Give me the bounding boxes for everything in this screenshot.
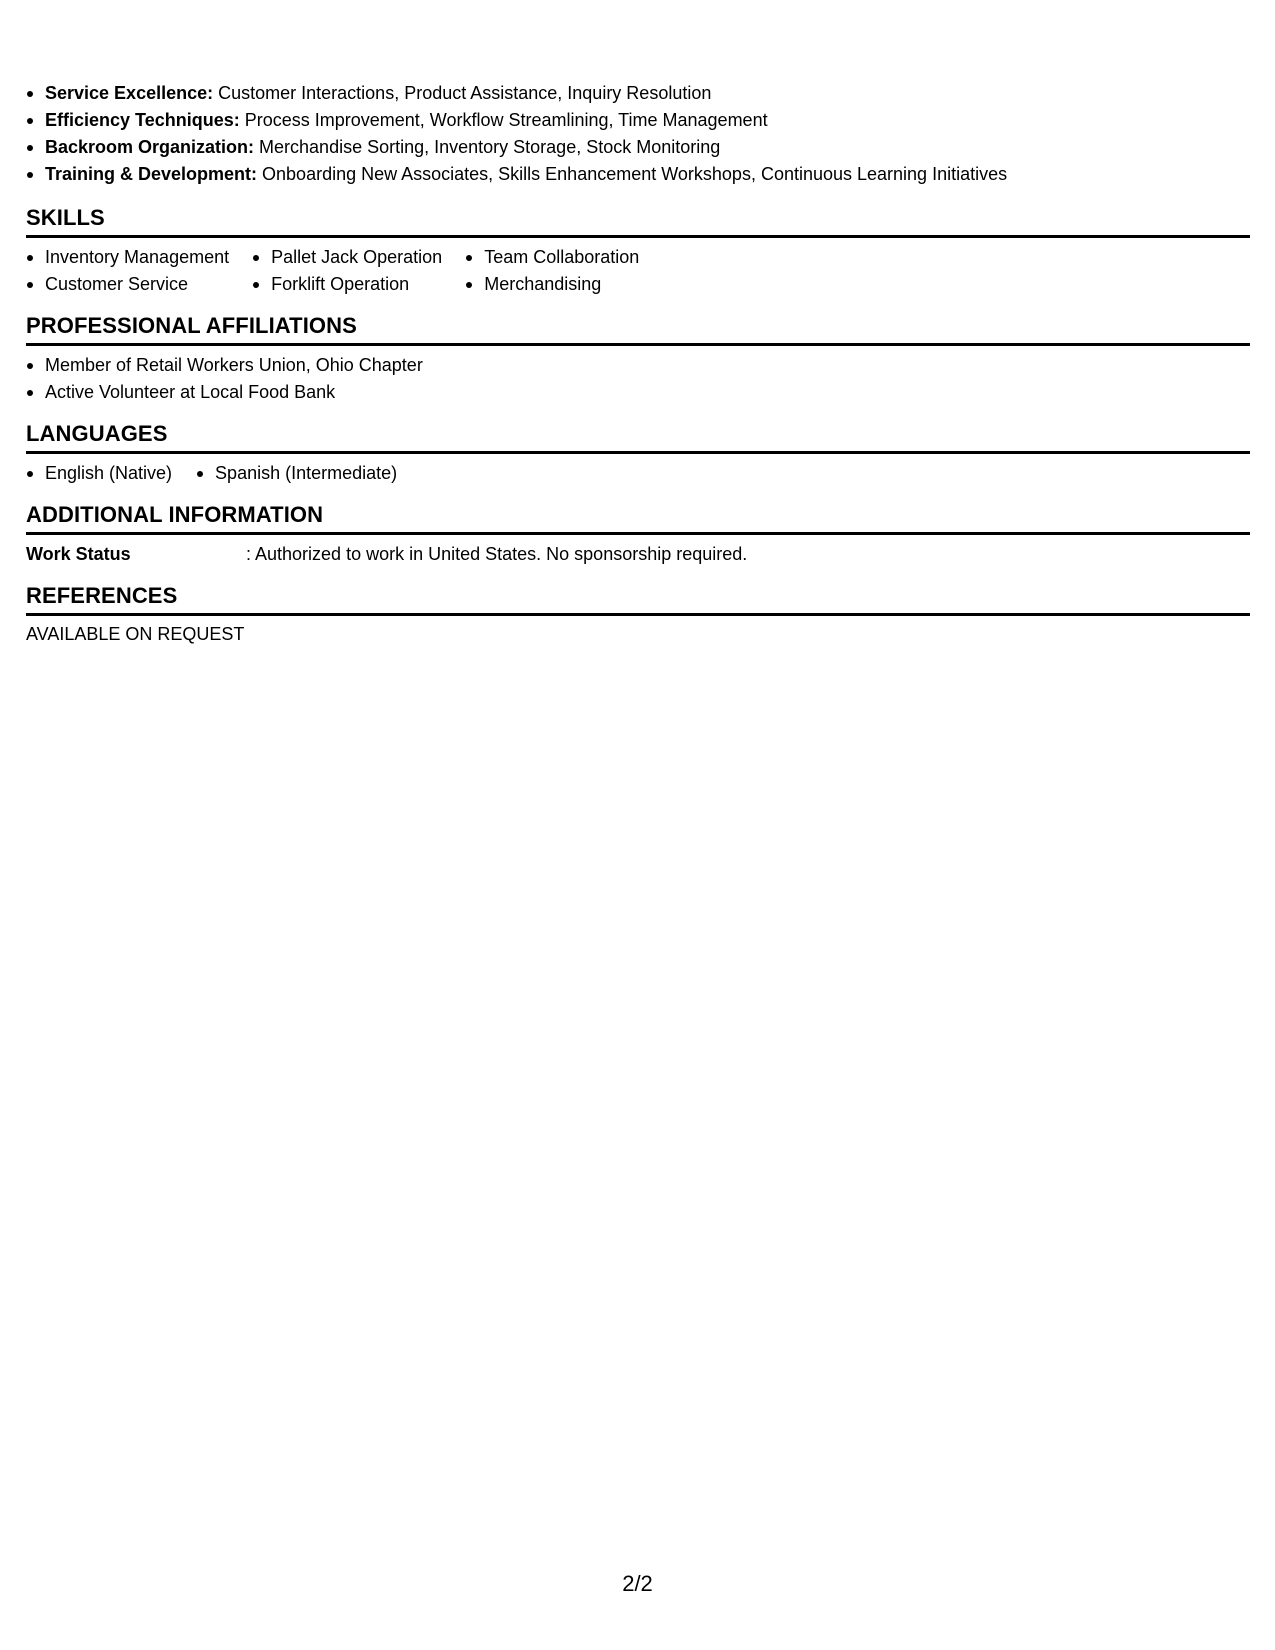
additional-info-section — [26, 501, 1250, 568]
skill-item: Team Collaboration — [465, 244, 639, 271]
page-number: 2/2 — [622, 1571, 653, 1596]
skill-item: Pallet Jack Operation — [252, 244, 442, 271]
affiliations-section — [26, 312, 1250, 406]
skill-item: Customer Service — [26, 271, 229, 298]
highlight-text: Onboarding New Associates, Skills Enhancement Workshops, Continuous Learning Initiatives — [257, 164, 1008, 184]
affiliations-heading: PROFESSIONAL AFFILIATIONS — [26, 312, 1250, 346]
affiliation-item: Active Volunteer at Local Food Bank — [26, 379, 1250, 406]
highlight-item — [26, 134, 1250, 161]
resume-page — [26, 80, 1250, 662]
highlight-text: Process Improvement, Workflow Streamlining, Time Management — [239, 110, 768, 130]
additional-info-heading: ADDITIONAL INFORMATION — [26, 501, 1250, 535]
skills-column — [252, 244, 442, 298]
language-item: English (Native) — [26, 460, 172, 487]
highlight-item — [26, 107, 1250, 134]
highlight-label: Efficiency Techniques: — [45, 110, 240, 130]
skills-heading: SKILLS — [26, 204, 1250, 238]
references-text: AVAILABLE ON REQUEST — [26, 624, 245, 644]
affiliation-item: Member of Retail Workers Union, Ohio Chapter — [26, 352, 1250, 379]
languages-heading: LANGUAGES — [26, 420, 1250, 454]
work-status-value: : Authorized to work in United States. No sponsorship required. — [246, 544, 748, 564]
highlights-list — [26, 80, 1250, 188]
skills-column — [26, 244, 229, 298]
languages-section — [26, 420, 1250, 487]
references-section — [26, 582, 1250, 648]
highlight-label: Training & Development: — [45, 164, 258, 184]
work-status-label: Work Status — [26, 544, 131, 564]
skills-columns — [26, 238, 1250, 298]
skill-item: Inventory Management — [26, 244, 229, 271]
skill-item: Forklift Operation — [252, 271, 442, 298]
skill-item: Merchandising — [465, 271, 639, 298]
highlight-label: Service Excellence: — [45, 83, 214, 103]
highlight-item — [26, 161, 1250, 188]
work-status-row — [26, 535, 1250, 568]
language-item: Spanish (Intermediate) — [196, 460, 397, 487]
languages-list — [26, 454, 1250, 487]
highlight-text: Merchandise Sorting, Inventory Storage, Stock Monitoring — [254, 137, 721, 157]
highlight-label: Backroom Organization: — [45, 137, 255, 157]
highlight-item — [26, 80, 1250, 107]
highlight-text: Customer Interactions, Product Assistance, Inquiry Resolution — [213, 83, 712, 103]
affiliations-list — [26, 346, 1250, 406]
references-heading: REFERENCES — [26, 582, 1250, 616]
skills-section — [26, 204, 1250, 298]
skills-column — [465, 244, 639, 298]
